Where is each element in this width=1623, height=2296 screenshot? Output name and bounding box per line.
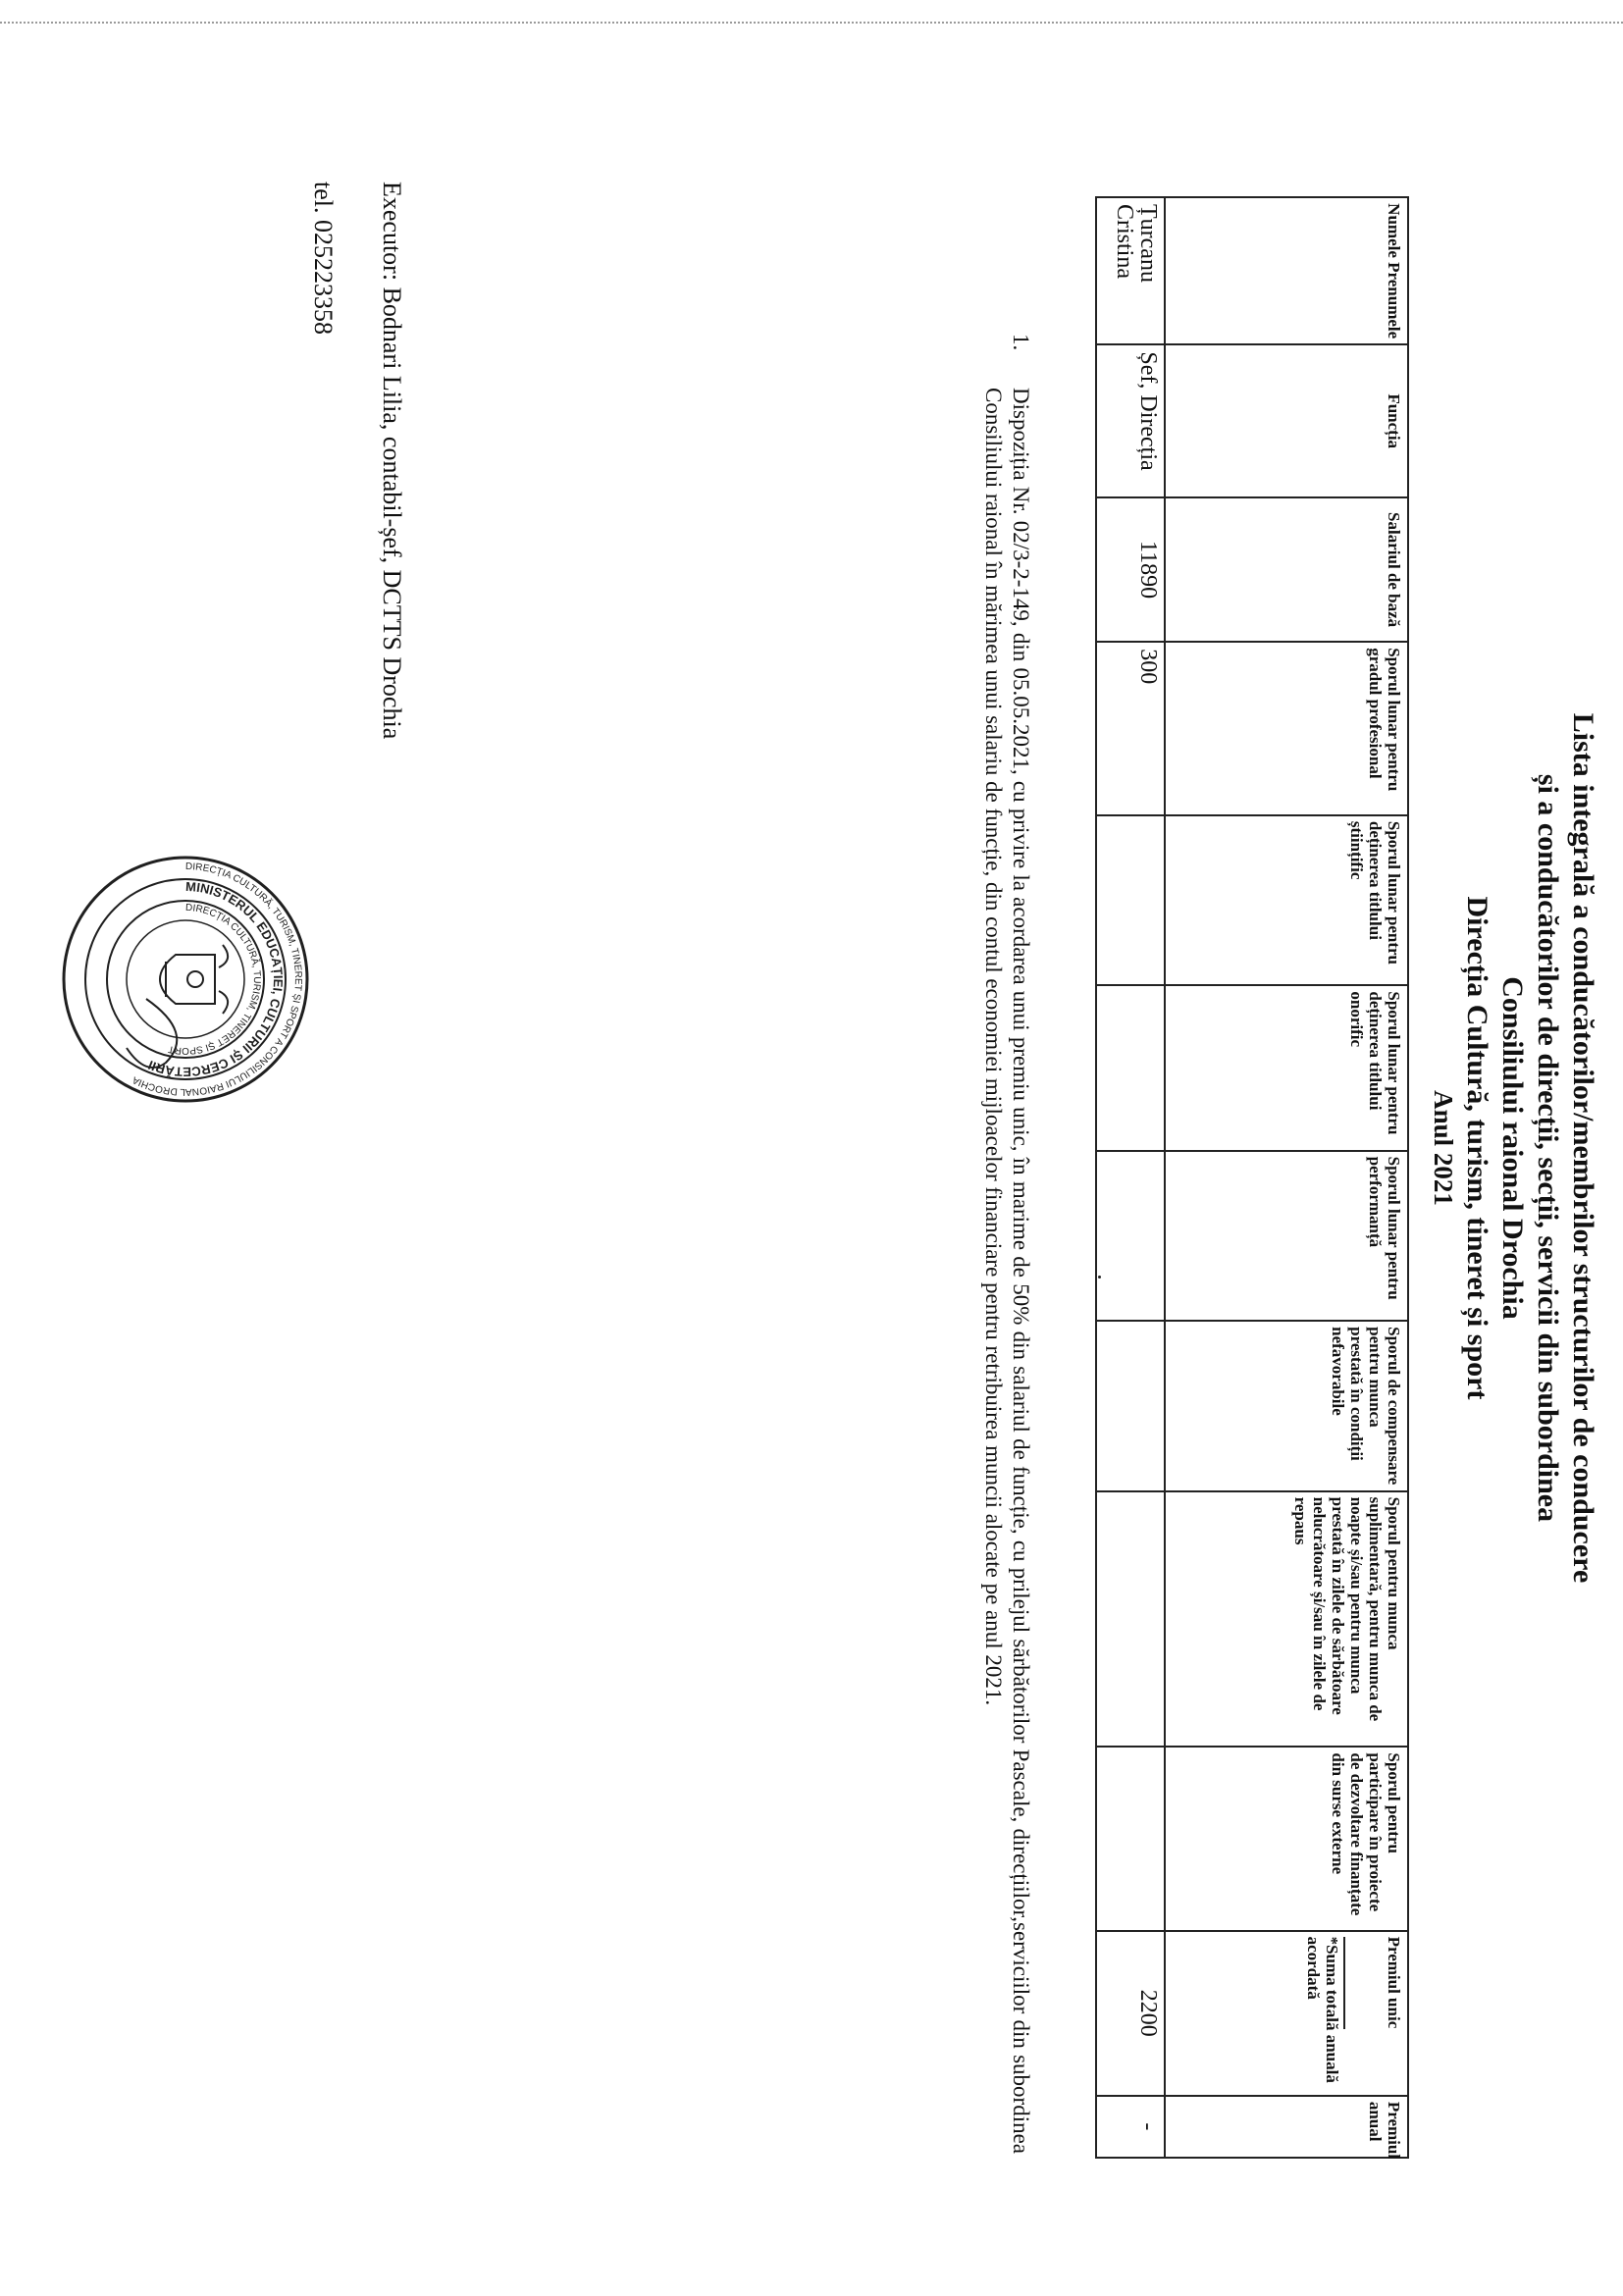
header-premiul-anual: Premiul anual <box>1165 2096 1408 2158</box>
title-line-4: Direcția Cultură, turism, tineret și sport <box>1461 896 1493 1400</box>
title-line-3: Consiliului raional Drochia <box>1496 976 1529 1320</box>
title-line-5: Anul 2021 <box>1429 1090 1458 1206</box>
cell-spor-performanta <box>1096 1151 1165 1322</box>
header-name: Numele Prenumele <box>1165 197 1408 344</box>
footnote-number: 1. <box>1009 334 1033 351</box>
table-row <box>1096 197 1165 2158</box>
header-spor-performanta: Sporul lunar pentru performanță <box>1165 1151 1408 1322</box>
header-spor-suplimentar: Sporul pentru munca suplimentară, pentru munca de noapte și/sau pentru munca prestată în zilele de sărbătoare nelucrătoare și/sau în zilele de repaus <box>1165 1491 1408 1748</box>
official-stamp <box>58 852 313 1107</box>
stamp-outer-text: DIRECȚIA CULTURĂ, TURISM, TINERET ȘI SPORT A CONSILIULUI RAIONAL DROCHIA <box>131 861 304 1098</box>
staff-bonus-table <box>1095 196 1409 2159</box>
premiul-unic-divider <box>1343 1937 1345 2029</box>
cell-premiul-anual: - <box>1096 2096 1165 2158</box>
title-line-1: Lista integrală a conducătorilor/membrilor structurilor de conducere <box>1567 712 1599 1584</box>
cell-premiul-unic: 2200 <box>1096 1931 1165 2096</box>
header-spor-proiecte: Sporul pentru participare în proiecte de dezvoltare finanțate din surse externe <box>1165 1747 1408 1930</box>
premiul-unic-label: Premiul unic <box>1385 1936 1403 2029</box>
header-premiul-unic <box>1165 1931 1408 2096</box>
footnote-text: Dispoziția Nr. 02/3-2-149, din 05.05.2021, cu privire la acordarea unui premiu unic, în marime de 50% din salariul de funcție, cu prilejul sărbătorilor Pascale, direcțiilor,serviciilor din subordinea Consiliului raional în mărimea unui salariu de funcție, din contul economiei mijloacelor financiare pentru retribuirea muncii alocate pe anul 2021. <box>981 388 1033 2154</box>
phone-line: tel. 025223358 <box>309 182 338 335</box>
cell-spor-suplimentar <box>1096 1491 1165 1748</box>
cell-base-salary: 11890 <box>1096 497 1165 642</box>
cell-spor-proiecte <box>1096 1747 1165 1930</box>
header-function: Funcția <box>1165 344 1408 497</box>
cell-spor-stiintific <box>1096 815 1165 986</box>
header-spor-onorific: Sporul lunar pentru deținerea titlului onorific <box>1165 985 1408 1150</box>
stamp-ministry-text: MINISTERUL EDUCAȚIEI, CULTURII ȘI CERCETĂRII <box>145 878 287 1080</box>
title-line-2: și a conducătorilor de direcții, secții, servicii din subordinea <box>1532 773 1564 1523</box>
header-spor-compensare: Sporul de compensare pentru munca prestată în condiții nefavorabile <box>1165 1321 1408 1491</box>
cell-spor-compensare <box>1096 1321 1165 1491</box>
cell-function: Șef, Direcția <box>1096 344 1165 497</box>
header-spor-grad: Sporul lunar pentru gradul profesional <box>1165 642 1408 815</box>
footnote <box>979 334 1034 2154</box>
header-spor-stiintific: Sporul lunar pentru deținerea titlului științific <box>1165 815 1408 986</box>
cell-name: Țurcanu Cristina <box>1096 197 1165 344</box>
coat-of-arms-icon <box>160 945 228 1014</box>
executor-line: Executor: Bodnari Lilia, contabil-șef, DCTTS Drochia <box>378 182 406 740</box>
header-base-salary: Salariul de bază <box>1165 497 1408 642</box>
stamp-name-text: DIRECȚIA CULTURĂ, TURISM, TINERET ȘI SPORT <box>167 902 263 1057</box>
table-header-row <box>1165 197 1408 2158</box>
cell-spor-grad: 300 <box>1096 642 1165 815</box>
premiul-unic-subheader: *Suma totală anuală acordată <box>1304 1936 1341 2083</box>
cell-spor-onorific <box>1096 985 1165 1150</box>
